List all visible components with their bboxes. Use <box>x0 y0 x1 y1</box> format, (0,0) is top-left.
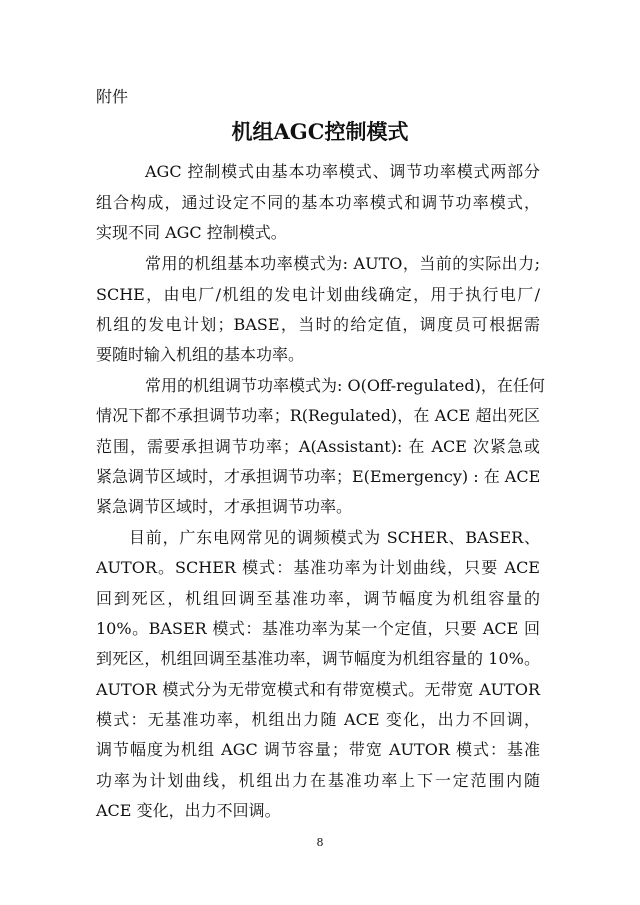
paragraph-line: 常用的机组基本功率模式为: AUTO，当前的实际出力; <box>145 254 540 273</box>
paragraph-line: 目前，广东电网常见的调频模式为 SCHER、BASER、 <box>129 528 540 547</box>
paragraph-line: 紧急调节区域时，才承担调节功率；E(Emergency) : 在 ACE <box>96 467 541 486</box>
paragraph-line: 要随时输入机组的基本功率。 <box>96 345 305 364</box>
paragraph-line: 紧急调节区域时，才承担调节功率。 <box>96 497 353 516</box>
paragraph-line: 到死区，机组回调至基准功率，调节幅度为机组容量的 10%。 <box>96 649 540 668</box>
paragraph-line: ACE 变化，出力不回调。 <box>96 801 281 820</box>
paragraph-line: 机组的发电计划；BASE，当时的给定值，调度员可根据需 <box>96 315 540 334</box>
paragraph-line: 常用的机组调节功率模式为: O(Off-regulated)，在任何 <box>145 376 545 395</box>
paragraph-line: 功率为计划曲线，机组出力在基准功率上下一定范围内随 <box>96 771 540 790</box>
paragraph-line: 调节幅度为机组 AGC 调节容量；带宽 AUTOR 模式：基准 <box>96 740 540 759</box>
paragraph-line: AGC 控制模式由基本功率模式、调节功率模式两部分 <box>145 162 540 181</box>
paragraph-line: 组合构成，通过设定不同的基本功率模式和调节功率模式， <box>96 193 540 212</box>
paragraph-line: 模式：无基准功率，机组出力随 ACE 变化，出力不回调， <box>96 710 540 729</box>
page-number: 8 <box>316 836 324 849</box>
paragraph-line: 范围，需要承担调节功率；A(Assistant): 在 ACE 次紧急或 <box>96 437 540 456</box>
paragraph-line: AUTOR 模式分为无带宽模式和有带宽模式。无带宽 AUTOR <box>96 680 540 699</box>
paragraph-line: 回到死区，机组回调至基准功率，调节幅度为机组容量的 <box>96 589 540 608</box>
paragraph-line: 实现不同 AGC 控制模式。 <box>96 223 287 242</box>
paragraph-line: SCHE，由电厂/机组的发电计划曲线确定，用于执行电厂/ <box>96 285 540 304</box>
paragraph-line: 情况下都不承担调节功率；R(Regulated)，在 ACE 超出死区 <box>96 406 540 425</box>
paragraph-line: AUTOR。SCHER 模式：基准功率为计划曲线，只要 ACE <box>96 558 540 577</box>
attachment-label: 附件 <box>96 87 129 106</box>
paragraph-line: 10%。BASER 模式：基准功率为某一个定值，只要 ACE 回 <box>96 619 540 638</box>
document-title: 机组AGC控制模式 <box>231 119 409 144</box>
